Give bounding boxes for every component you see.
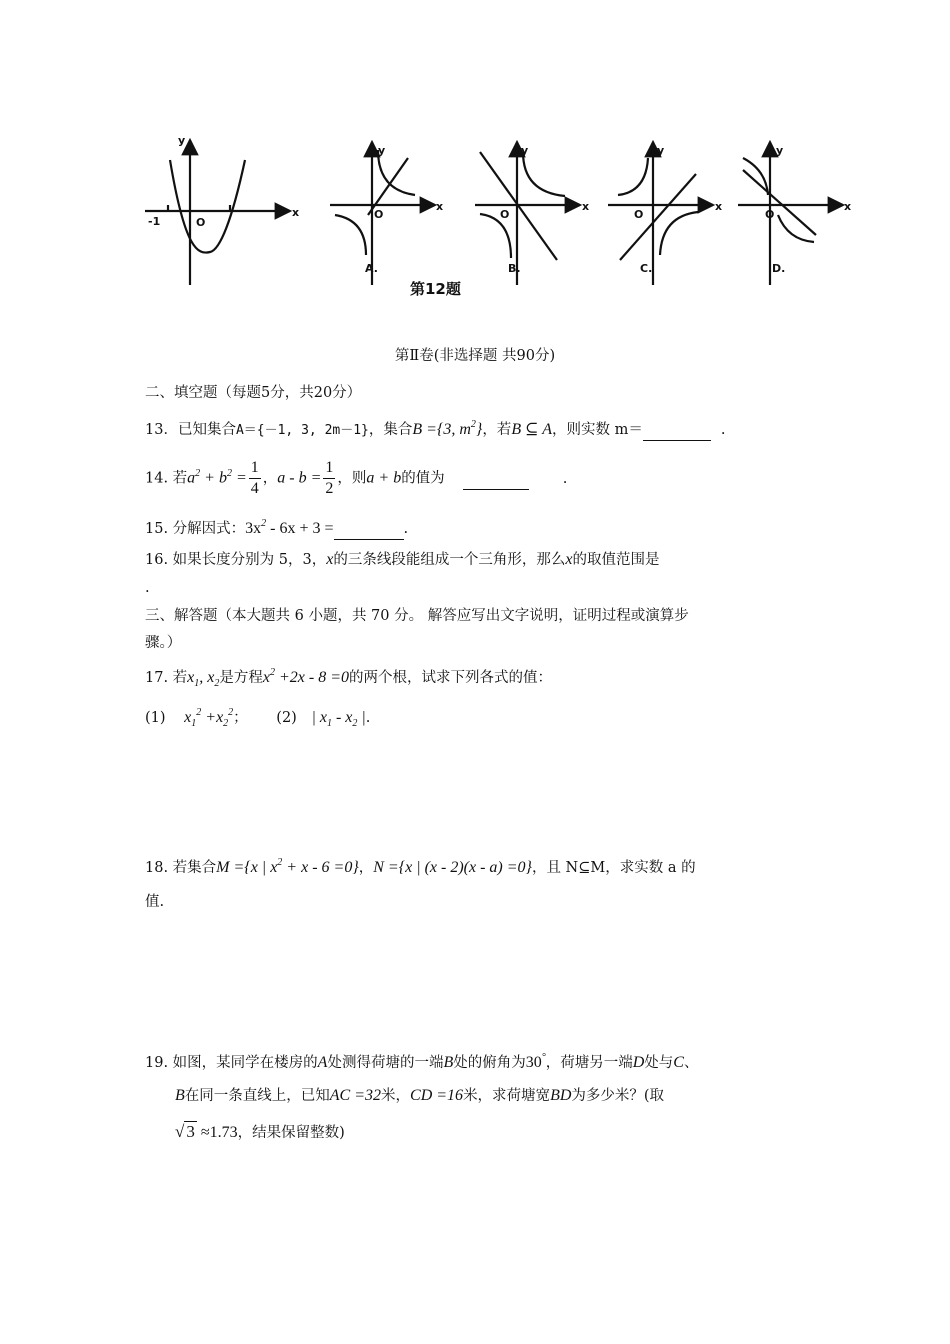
q19-point: D [632,1054,645,1071]
axis-y-label: y [378,144,386,157]
question-14 [145,458,567,499]
q13-set-a: A＝{－1, 3, 2m－1} [235,423,369,438]
q13-set-b-end: } [475,421,483,438]
axis-x-label: x [582,200,590,213]
axis-y-label: y [776,144,784,157]
question-17 [145,668,552,690]
section-2-header: 第Ⅱ卷(非选择题 共90分) [394,348,556,364]
q14-math: + b [200,469,227,487]
q19-text: ，结果保留整数) [237,1125,345,1141]
question-16 [145,550,659,570]
q19-point: B [175,1087,185,1104]
q17-equation: +2x - 8 =0 [275,669,350,686]
question-18-continued: 值. [145,894,165,910]
origin-label: O [374,208,384,221]
axis-y-label: y [657,144,665,157]
q13-text: ，若 [482,422,512,438]
question-13 [145,420,725,442]
fill-in-title: 二、填空题（每题5分，共20分） [145,385,362,401]
q17-subscript: 2 [223,718,229,729]
answer-blank [334,519,404,540]
q19-point: A [317,1054,328,1071]
q17-text: 17. 若 [145,670,188,686]
q19-angle: 30 [525,1054,542,1071]
option-c-label: C. [640,262,653,275]
answer-blank [463,469,529,490]
q18-exponent: 2 [277,857,283,868]
q16-text: 的三条线段能组成一个三角形，那么 [333,552,566,568]
q19-text: 为多少米？(取 [571,1088,665,1104]
q14-math: a + b [366,469,402,487]
q19-text: 米，求荷塘宽 [463,1088,551,1104]
q15-math: - 6x + 3 = [266,520,334,537]
axis-x-label: x [292,206,300,219]
origin-label: O [196,216,206,229]
q17-exponent: 2 [196,707,202,718]
q15-math: 3x [245,520,262,537]
q14-math: = [231,469,247,487]
q14-exponent: 2 [195,467,201,479]
fraction-one-quarter [249,458,261,499]
q13-end: . [720,422,726,438]
q17-text: 是方程 [219,670,263,686]
radicand: 3 [186,1122,195,1141]
option-d-graph [738,142,843,285]
q13-text: 13．已知集合 [145,422,236,438]
part-2-label: (2) [276,710,297,726]
q19-text: 处的俯角为 [453,1055,526,1071]
fraction-numerator: 1 [323,458,335,479]
q17-text: . [365,710,371,726]
q15-exponent: 2 [261,518,267,529]
question-19-line-2 [175,1086,664,1106]
option-b-label: B. [508,262,521,275]
option-c-graph [608,142,713,285]
q17-math: x [187,669,195,686]
question-15 [145,519,408,541]
q17-part-1-math: x [184,709,192,726]
q14-exponent: 2 [226,467,232,479]
q18-text: 18. 若集合 [145,860,217,876]
question-12-figure [140,130,860,305]
q17-part-1-math: +x [201,709,224,726]
q19-text: 米， [381,1088,411,1104]
option-d-label: D. [772,262,786,275]
q17-part-2-math: - x [331,709,353,726]
q16-text: 的取值范围是 [572,552,660,568]
q16-text: 16. 如果长度分别为 5，3， [145,552,327,568]
solve-section-title: 三、解答题（本大题共 6 小题，共 70 分。 解答应写出文字说明，证明过程或演算步 [145,608,689,624]
q17-text: ； [233,710,248,726]
q19-point: B [443,1054,454,1071]
axis-x-label: x [436,200,444,213]
q14-end: . [562,470,568,487]
axis-x-label: x [844,200,852,213]
square-root: √ 3 [175,1122,195,1141]
q18-set-n: N ={x | (x - 2)(x - a) =0} [373,859,532,876]
q14-text: ，则 [337,470,367,487]
q17-exponent: 2 [270,667,275,678]
q18-text: ， [358,860,374,876]
q19-degree: ° [541,1052,546,1063]
answer-blank [643,420,711,441]
q19-approximation: ≈1.73 [196,1124,238,1141]
q15-text: 15. 分解因式： [145,521,246,537]
question-18 [145,858,696,880]
origin-label: O [500,208,510,221]
q14-text: 的值为 [401,470,445,487]
q19-text: 、 [683,1055,699,1071]
fraction-denominator: 2 [325,480,334,497]
q17-subscript: 2 [352,718,358,729]
q18-text: ，且 N⊆M，求实数 a 的 [531,860,696,876]
q13-text: ，集合 [368,422,413,438]
q17-part-2-math: | x [311,709,327,726]
q19-length-cd: CD =16 [410,1087,464,1104]
q19-text: 处测得荷塘的一端 [327,1055,444,1071]
q13-text: ，则实数 m＝ [551,422,643,438]
q19-segment-bd: BD [550,1087,572,1104]
q19-text: 在同一条直线上，已知 [184,1088,330,1104]
option-b-graph [475,142,580,285]
question-19-line-3 [175,1122,345,1143]
q14-text: ， [262,470,278,487]
q18-set-m: M ={x | x [216,859,278,876]
q17-subscript: 1 [191,718,197,729]
origin-label: O [765,208,775,221]
q13-subset: B ⊆ A [511,421,552,438]
q17-subscript: 2 [214,678,220,689]
option-a-label: A. [365,262,378,275]
question-17-parts [145,708,370,730]
q17-math: , x [199,669,215,686]
fraction-numerator: 1 [249,458,261,479]
q17-part-2-math: | [357,709,366,726]
tick-label-minus-one: -1 [148,215,161,228]
q15-end: . [403,521,409,537]
q19-text: ，荷塘另一端 [545,1055,633,1071]
q14-text: 14. 若 [145,470,188,487]
q16-variable: x [326,551,334,568]
q13-set-b: B ={3, m [412,421,471,438]
q17-subscript: 1 [326,718,332,729]
solve-section-title-continued: 骤。） [145,635,182,651]
q17-text: 的两个根，试求下列各式的值： [349,670,553,686]
q19-length-ac: AC =32 [329,1087,382,1104]
q17-equation: x [262,669,270,686]
q14-math: a - b = [277,469,322,487]
question-19 [145,1053,698,1075]
axis-x-label: x [715,200,723,213]
q19-text: 19. 如图，某同学在楼房的 [145,1055,318,1071]
q19-text: 处与 [644,1055,674,1071]
q19-point: C [673,1054,684,1071]
origin-label: O [634,208,644,221]
q17-exponent: 2 [228,707,234,718]
fraction-denominator: 4 [250,480,259,497]
q18-set-m: + x - 6 =0} [282,859,359,876]
figure-caption: 第12题 [410,280,461,298]
part-1-label: (1) [145,710,166,726]
q14-math: a [187,469,196,487]
q17-subscript: 1 [194,678,200,689]
q13-exponent: 2 [470,419,476,430]
parabola-graph [145,140,290,285]
q16-variable: x [565,551,573,568]
axis-y-label: y [521,144,529,157]
axis-y-label: y [178,134,186,147]
q16-dot: . [145,580,150,596]
fraction-one-half [323,458,335,499]
